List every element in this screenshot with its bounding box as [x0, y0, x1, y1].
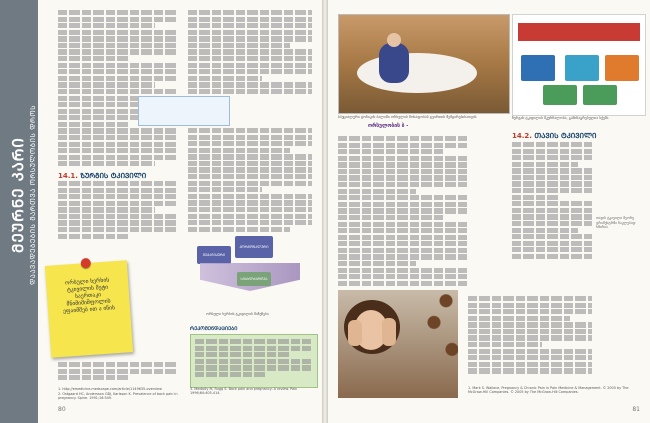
- treatment-diagram: [512, 14, 646, 116]
- cause-hormonal: ᲰᲝᲠᲛᲝᲜᲐᲚᲣᲠᲘ: [235, 236, 273, 258]
- recommendations-heading: ᲠᲔᲙᲝᲛᲔᲜᲓᲐᲪᲘᲔᲑᲘ: [190, 326, 238, 332]
- diagram-box-3: [605, 55, 639, 81]
- diagram-caption: ზურგის ტკივილის მკურნალობა, გაშინაგრებულია სქემა: [512, 116, 609, 120]
- recommendations-text: [195, 339, 311, 383]
- section-heading-14-1: [58, 172, 146, 181]
- diagram-header: [518, 23, 640, 41]
- highlight-note: [138, 96, 230, 126]
- section-title: ᲖᲣᲠᲒᲘᲡ ᲢᲙᲘᲕᲘᲚᲘ: [80, 172, 147, 180]
- right-column-1: [338, 136, 468, 286]
- right-hand-shape: [382, 318, 396, 346]
- chapter-title-vertical: [8, 30, 37, 360]
- recommendations-box: [190, 334, 318, 388]
- right-column-3: [468, 296, 592, 376]
- section-number: 14.1.: [58, 172, 78, 180]
- pregnancy-pillow-photo: [338, 14, 510, 114]
- page-number-right: 81: [632, 406, 640, 413]
- left-hand-shape: [348, 320, 362, 346]
- photo-caption: სპეციალური ტონიკის ბალიში ორსულის მოსაფობას ტვირთის შემცირებისათვის: [338, 115, 477, 119]
- left-page: [0, 0, 322, 423]
- left-column-2-mid: [188, 128, 312, 232]
- diagram-box-1: [521, 55, 555, 81]
- diagram-box-5: [583, 85, 617, 105]
- footnote-3: 3. Mediolly M, Rugg S. Back pain and pregnancy: A review. Pain 1996;64:405-414.: [190, 387, 298, 396]
- cause-circulation: ᲡᲘᲡᲮᲚᲫᲐᲠᲦᲕᲐ: [237, 272, 271, 286]
- cause-mechanical: ᲛᲔᲥᲐᲜᲘᲙᲣᲠᲘ: [197, 246, 231, 264]
- causes-diagram: [190, 236, 310, 310]
- left-column-1-body: [58, 181, 176, 261]
- footnote-2: 2. Ostgaard HC, Andersson GBJ, Karlsson K. Prevalence of back pain in pregnancy. Spine. 1991;16:549.: [58, 392, 178, 401]
- chapter-subtitle: ᲓᲐᲐᲕᲐᲓᲔᲑᲔᲑᲘᲡ ᲛᲐᲠᲗᲕᲐ ᲝᲠᲡᲣᲚᲝᲑᲘᲡ ᲓᲠᲝᲡ: [29, 104, 37, 286]
- person-shape: [379, 43, 409, 83]
- sticky-note: [45, 260, 133, 357]
- diagram-box-4: [543, 85, 577, 105]
- footnote-right: 1. Mark S. Wallace, Pregnancy & Chronic Pain in Pain Medicine & Management. © 2005 by The McGraw-Hill Companies. © 2005 by The McGraw-Hill Companies.: [468, 386, 629, 395]
- side-note: თავის ტკივილი მეორე ტრიმესტრში ნაკლებად ხშირია: [596, 216, 636, 229]
- section-number: 14.2.: [512, 132, 532, 140]
- diagram-box-2: [565, 55, 599, 81]
- page-number-left: 80: [58, 406, 66, 413]
- section-heading-14-2: [512, 132, 596, 141]
- section-title: ᲗᲐᲕᲘᲡ ᲢᲙᲘᲕᲘᲚᲘ: [534, 132, 597, 140]
- highlight-callout: [368, 123, 518, 134]
- footnote-1: 1. http://emedicine.medscape.com/article/1149635-overview: [58, 387, 162, 391]
- chapter-sidebar: [0, 0, 38, 423]
- pushpin-icon: [80, 258, 91, 269]
- callout-text: ორსულობის ბ -: [368, 123, 409, 129]
- right-column-2: [512, 142, 592, 292]
- right-page: [328, 0, 650, 423]
- pillow-shape: [357, 53, 477, 93]
- chapter-title: ᲛᲔᲣᲠᲜᲔ ᲙᲐᲠᲘ: [9, 137, 27, 253]
- person-head-shape: [387, 33, 401, 47]
- left-column-2-top: [188, 10, 312, 94]
- diagram-caption: ორსული ხერხის ტკივილის მიზეზები: [206, 312, 269, 316]
- headache-photo: [338, 290, 458, 398]
- sticky-note-text: ორსული ხერხის ტკივილის მეტი საერთაკი მნიმიმიშფოლის ეფაიმმებ ით ა ინის: [62, 277, 116, 315]
